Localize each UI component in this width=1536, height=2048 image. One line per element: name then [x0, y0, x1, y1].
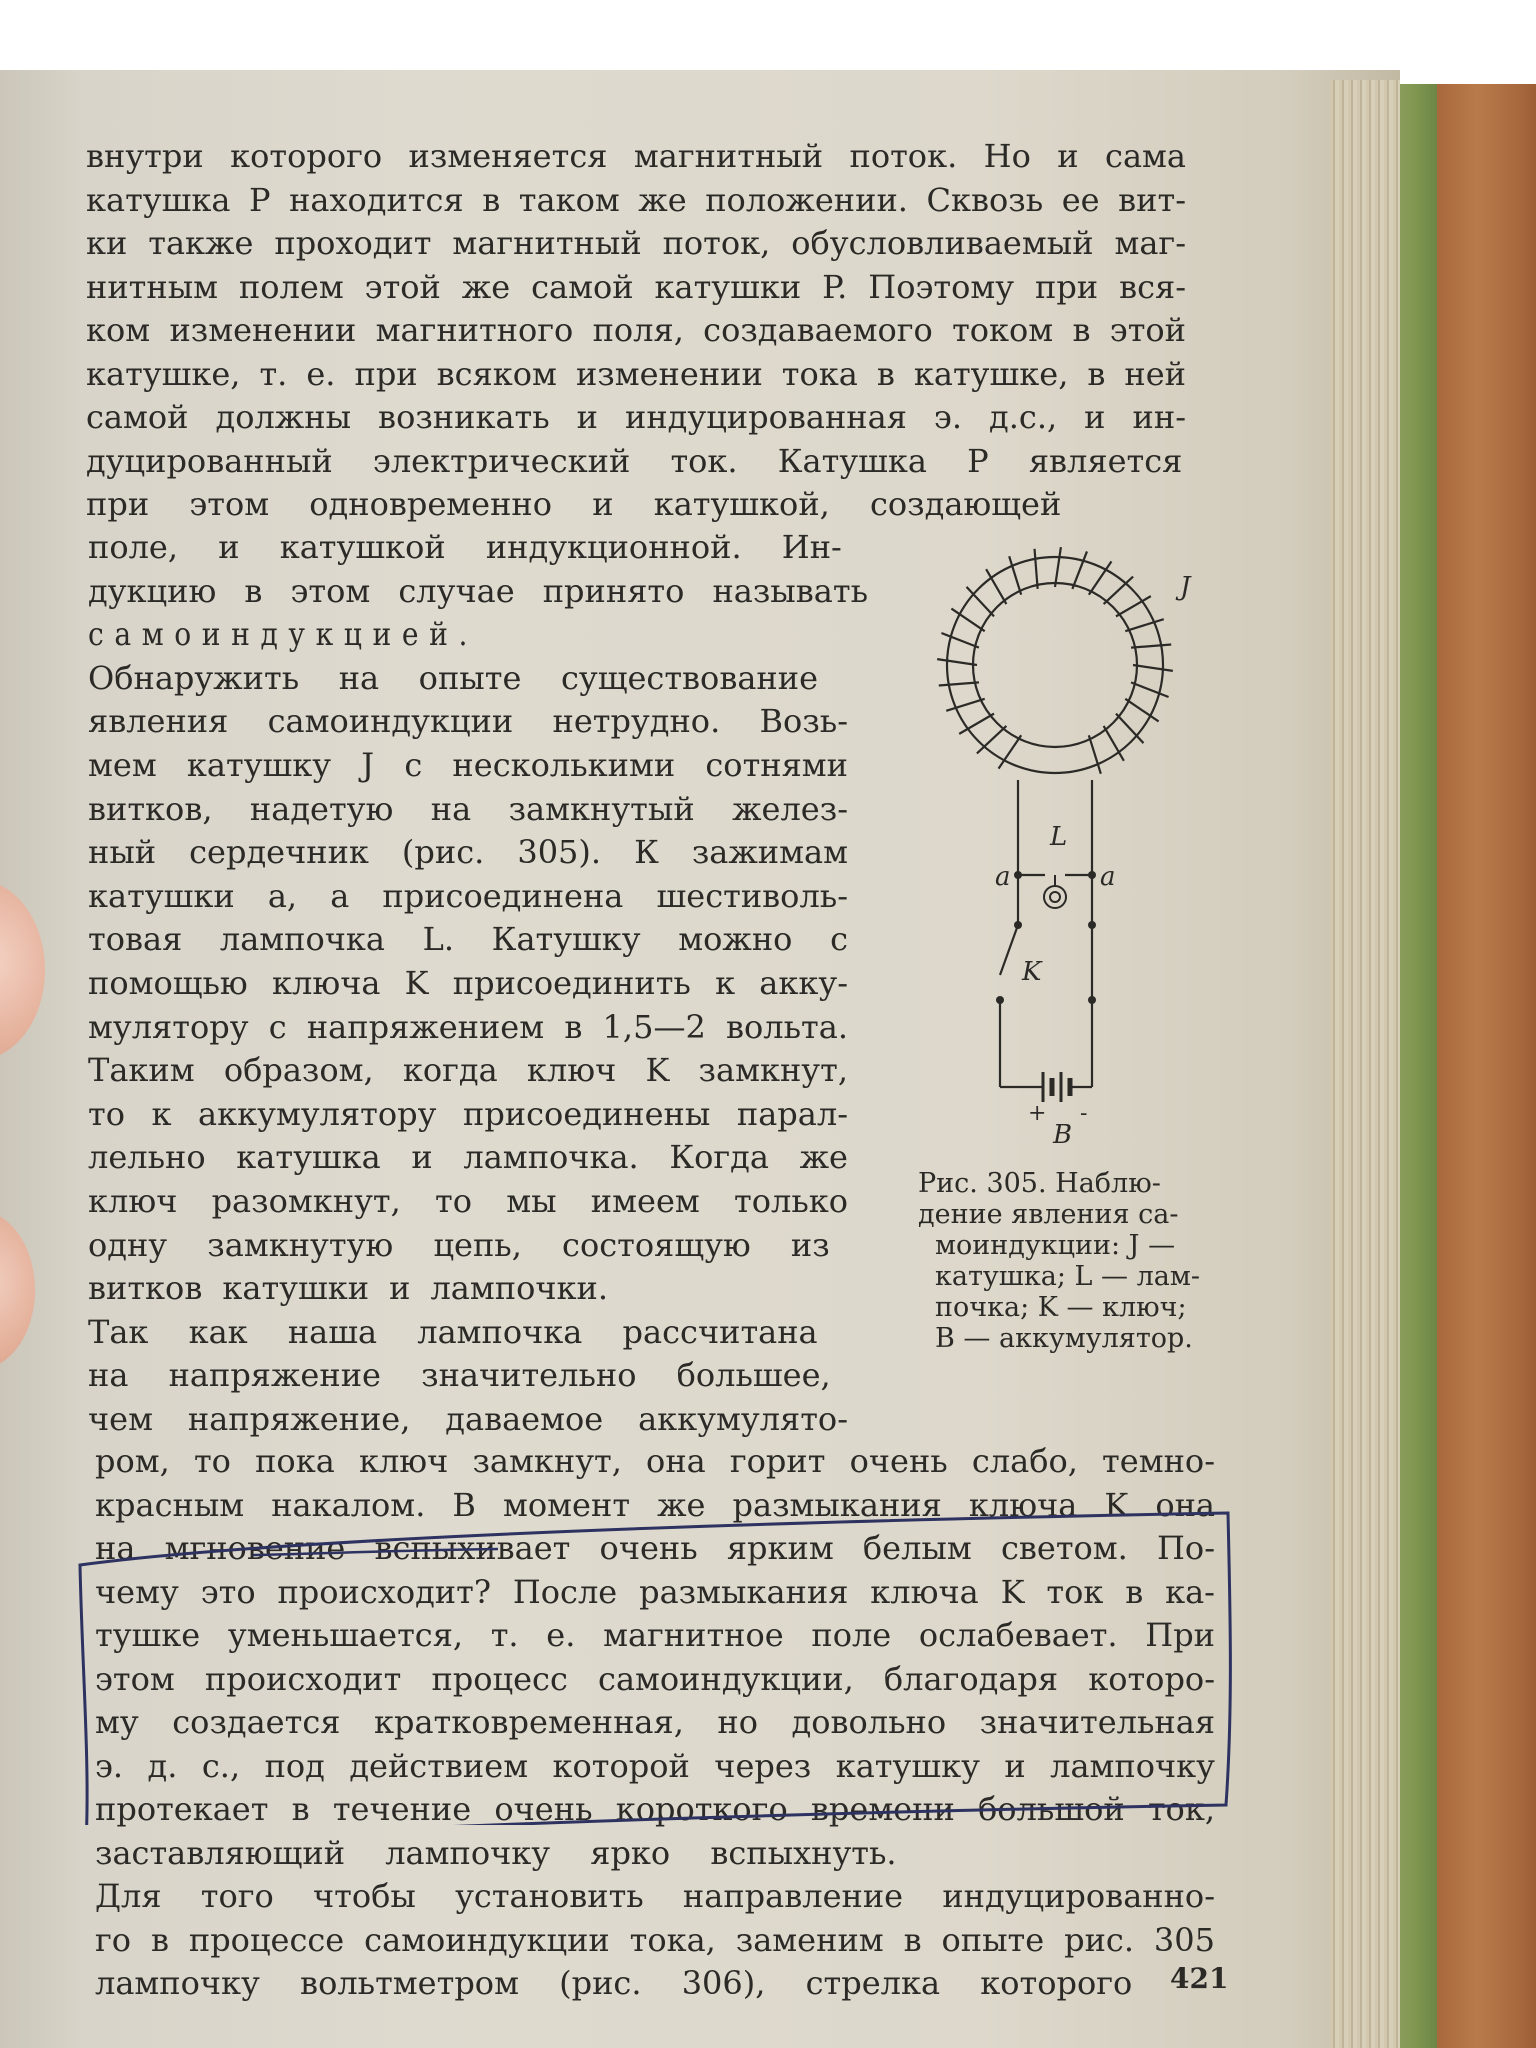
narrow-text-line: лельно катушка и лампочка. Когда же: [88, 1138, 848, 1177]
figure-305-diagram: [910, 545, 1200, 1145]
narrow-text-line: самоиндукцией.: [88, 615, 478, 654]
lower-text-line: му создается кратковременная, но довольно значительная: [95, 1703, 1215, 1741]
narrow-text-line: ключ разомкнут, то мы имеем только: [88, 1182, 848, 1220]
caption-line: моиндукции: J —: [935, 1230, 1176, 1261]
lower-text-line: Для того чтобы установить направление индуцированно-: [95, 1877, 1215, 1915]
page-number: 421: [1170, 1962, 1229, 1995]
narrow-text-line: то к аккумулятору присоединены парал-: [88, 1094, 848, 1133]
lower-text-line: этом происходит процесс самоиндукции, благодаря которо-: [95, 1659, 1215, 1698]
narrow-text-line: Так как наша лампочка рассчитана: [88, 1312, 818, 1351]
background-top: [0, 0, 1536, 72]
narrow-text-line: витков, надетую на замкнутый желез-: [88, 789, 848, 828]
caption-line: Рис. 305. Наблю-: [918, 1168, 1161, 1199]
upper-text-line: ком изменении магнитного поля, создаваемого током в этой: [86, 311, 1186, 349]
lower-text-line: го в процессе самоиндукции тока, заменим в опыте рис. 305: [95, 1920, 1215, 1959]
narrow-text-line: Обнаружить на опыте существование: [88, 658, 818, 697]
caption-line: почка; K — ключ;: [935, 1292, 1187, 1323]
lamp-icon: [1044, 875, 1066, 908]
narrow-text-line: чем напряжение, даваемое аккумулято-: [88, 1400, 848, 1438]
narrow-text-line: поле, и катушкой индукционной. Ин-: [88, 528, 842, 566]
wooden-surface: [1437, 84, 1536, 2048]
lower-text-line: э. д. с., под действием которой через катушку и лампочку: [95, 1746, 1215, 1785]
upper-text-line: дуцированный электрический ток. Катушка P является: [86, 441, 1183, 480]
narrow-text-line: мем катушку J с несколькими сотнями: [88, 746, 848, 784]
caption-line: катушка; L — лам-: [935, 1261, 1201, 1292]
book-spine: [1395, 84, 1437, 2048]
upper-text-line: самой должны возникать и индуцированная э. д.с., и ин-: [86, 398, 1186, 436]
label-minus: -: [1080, 1101, 1088, 1126]
upper-text-line: при этом одновременно и катушкой, создающей: [86, 485, 1062, 523]
label-lamp-L: L: [1050, 822, 1068, 852]
narrow-text-line: мулятору с напряжением в 1,5—2 вольта.: [88, 1007, 848, 1046]
narrow-text-line: дукцию в этом случае принято называть: [88, 571, 868, 610]
narrow-text-line: явления самоиндукции нетрудно. Возь-: [88, 702, 848, 741]
narrow-text-line: товая лампочка L. Катушку можно с: [88, 920, 848, 959]
toroid-coil-icon: [937, 547, 1173, 774]
narrow-text-line: одну замкнутую цепь, состоящую из: [88, 1225, 830, 1264]
page-edges: [1330, 80, 1400, 2048]
lower-text-line: заставляющий лампочку ярко вспыхнуть.: [95, 1833, 897, 1872]
lower-text-line: лампочку вольтметром (рис. 306), стрелка которого: [95, 1964, 1133, 2002]
label-battery-B: B: [1053, 1120, 1073, 1145]
circuit-wires-icon: [1000, 780, 1092, 1102]
upper-text-line: ки также проходит магнитный поток, обусловливаемый маг-: [86, 224, 1186, 262]
lower-text-line: ром, то пока ключ замкнут, она горит очень слабо, темно-: [95, 1442, 1215, 1480]
lower-text-line: красным накалом. В момент же размыкания ключа K она: [95, 1485, 1215, 1524]
upper-text-line: нитным полем этой же самой катушки P. Поэтому при вся-: [86, 267, 1186, 306]
caption-line: B — аккумулятор.: [935, 1323, 1193, 1354]
upper-text-line: внутри которого изменяется магнитный поток. Но и сама: [86, 137, 1186, 175]
label-key-K: K: [1022, 957, 1042, 987]
narrow-text-line: витков катушки и лампочки.: [88, 1269, 608, 1308]
label-coil-J: J: [1180, 572, 1191, 602]
lower-text-line: протекает в течение очень короткого времени большой ток,: [95, 1790, 1215, 1828]
caption-line: дение явления са-: [918, 1199, 1179, 1230]
label-terminal-left: a: [995, 862, 1011, 892]
narrow-text-line: Таким образом, когда ключ K замкнут,: [88, 1051, 848, 1090]
label-terminal-right: a: [1100, 862, 1116, 892]
upper-text-line: катушка P находится в таком же положении. Сквозь ее вит-: [86, 180, 1186, 219]
narrow-text-line: помощью ключа K присоединить к акку-: [88, 964, 848, 1002]
lower-text-line: тушке уменьшается, т. е. магнитное поле ослабевает. При: [95, 1616, 1215, 1654]
lower-text-line: чему это происходит? После размыкания ключа K ток в ка-: [95, 1572, 1215, 1611]
label-plus: +: [1028, 1101, 1047, 1126]
narrow-text-line: катушки a, a присоединена шестиволь-: [88, 876, 848, 915]
narrow-text-line: на напряжение значительно большее,: [88, 1356, 831, 1395]
upper-text-line: катушке, т. е. при всяком изменении тока в катушке, в ней: [86, 354, 1186, 393]
narrow-text-line: ный сердечник (рис. 305). К зажимам: [88, 833, 848, 872]
lower-text-line: на мгновение вспыхивает очень ярким белым светом. По-: [95, 1529, 1215, 1567]
